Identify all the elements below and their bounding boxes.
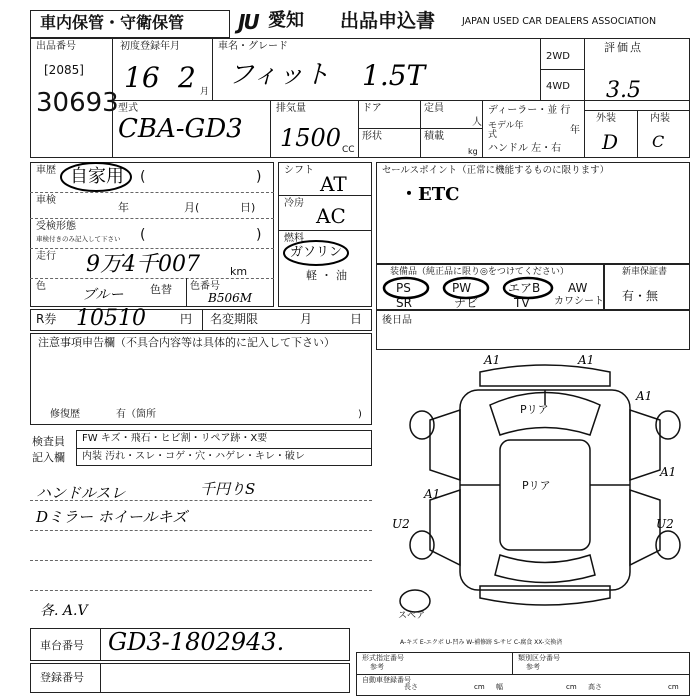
load-label: 積載 bbox=[424, 131, 444, 142]
sales-point-label: セールスポイント（正常に機能するものに限ります） bbox=[382, 165, 610, 176]
accept-label: 受検形態 bbox=[36, 221, 76, 232]
model-year-label: モデル年式 bbox=[488, 121, 524, 140]
diagram-label-a1-front-right: A1 bbox=[578, 353, 595, 367]
displacement-unit: CC bbox=[342, 145, 355, 155]
history-paren-close: ) bbox=[256, 169, 262, 185]
spare-label: スペア bbox=[398, 611, 426, 621]
plate-label: 登録番号 bbox=[40, 671, 84, 684]
model-year-unit: 年 bbox=[570, 125, 580, 136]
color-code-value: B506M bbox=[208, 291, 253, 305]
history-value: 自家用 bbox=[70, 166, 124, 187]
diagram-label-u2-left: U2 bbox=[392, 517, 410, 531]
footer-cm1: cm bbox=[474, 683, 485, 691]
car-name-label: 車名・グレード bbox=[218, 41, 288, 52]
equipment-tv: TV bbox=[514, 296, 530, 310]
footer-width: 幅 bbox=[496, 683, 503, 691]
footer-category: 類別区分番号 bbox=[518, 654, 560, 662]
later-items-label: 後日品 bbox=[382, 315, 412, 326]
history-circle bbox=[58, 160, 134, 194]
logo-region: 愛知 bbox=[268, 10, 304, 31]
capacity-unit: 人 bbox=[472, 117, 482, 128]
handle-label: ハンドル 左・右 bbox=[488, 143, 562, 154]
diagram-legend: A-キズ E-エクボ U-凹み W-補修跡 S-サビ C-腐食 XX-交換済 bbox=[400, 639, 563, 646]
interior-value: C bbox=[652, 132, 665, 151]
name-change-day: 日 bbox=[350, 312, 363, 326]
aircon-label: 冷房 bbox=[284, 198, 304, 209]
inspection-day-unit: 日) bbox=[240, 201, 256, 214]
equipment-sr: SR bbox=[396, 296, 412, 310]
registration-month-unit: 月 bbox=[200, 87, 210, 97]
shape-label: 形状 bbox=[362, 131, 382, 142]
model-value: CBA-GD3 bbox=[118, 114, 243, 144]
diagram-label-a1-right-mid: A1 bbox=[660, 465, 677, 479]
diagram-label-a1-right-top: A1 bbox=[636, 389, 653, 403]
equipment-navi: ナビ bbox=[454, 296, 479, 310]
inspector-row2: 内装 汚れ・スレ・コゲ・穴・ハゲレ・キレ・破レ bbox=[82, 451, 305, 462]
equipment-aw: AW bbox=[568, 281, 588, 295]
exterior-label: 外装 bbox=[596, 113, 616, 124]
chassis-value: GD3-1802943. bbox=[108, 628, 285, 656]
inspection-month-unit: 月( bbox=[184, 201, 200, 214]
notes-label: 注意事項申告欄（不具合内容等は具体的に記入して下さい） bbox=[38, 336, 335, 349]
score-value: 3.5 bbox=[606, 78, 641, 103]
sales-point-box bbox=[376, 162, 690, 264]
equipment-label: 装備品（純正品に限り◎をつけてください） bbox=[390, 267, 569, 277]
repair-value: 有（箇所 bbox=[116, 409, 156, 420]
inspector-row1: FW キズ・飛石・ヒビ割・リペア跡・X要 bbox=[82, 433, 268, 444]
footer-cm3: cm bbox=[668, 683, 679, 691]
footer-length: 長さ bbox=[404, 683, 418, 691]
shift-value: AT bbox=[320, 172, 347, 196]
diagram-label-a1-front-left: A1 bbox=[484, 353, 501, 367]
capacity-label: 定員 bbox=[424, 103, 444, 114]
load-unit: kg bbox=[468, 147, 478, 156]
shift-label: シフト bbox=[284, 165, 314, 176]
fuel-label: 燃料 bbox=[284, 233, 304, 244]
name-change-label: 名変期限 bbox=[210, 312, 259, 326]
door-label: ドア bbox=[362, 103, 382, 114]
recycle-value: 10510 bbox=[76, 306, 146, 331]
equipment-pw: PW bbox=[452, 281, 472, 295]
exterior-value: D bbox=[602, 130, 619, 154]
footer-ref2: 参考 bbox=[526, 663, 540, 671]
fuel-circle bbox=[282, 238, 352, 268]
score-label: 評価点 bbox=[604, 41, 643, 54]
fuel-light-oil: 軽・油 bbox=[306, 269, 351, 282]
diagram-label-a1-rear-left: A1 bbox=[424, 487, 441, 501]
drive-2wd: 2WD bbox=[546, 51, 570, 62]
car-grade-value: 1.5T bbox=[362, 59, 426, 92]
registration-year: 16 bbox=[124, 61, 160, 94]
accept-note: 車検付きのみ記入して下さい bbox=[36, 235, 121, 243]
inspection-year-unit: 年 bbox=[118, 201, 129, 214]
note-handle-wear: ハンドルスレ bbox=[36, 484, 126, 502]
registration-label: 初度登録年月 bbox=[120, 41, 180, 52]
mileage-label: 走行 bbox=[36, 251, 56, 262]
interior-label: 内装 bbox=[650, 113, 670, 124]
car-name-value: フィット bbox=[228, 60, 330, 90]
equipment-kawaseat: カワシート bbox=[554, 296, 604, 307]
sales-point-value: ・ETC bbox=[400, 184, 460, 205]
footer-cert: 自動車登録番号 bbox=[362, 676, 411, 684]
color-code-label: 色番号 bbox=[190, 281, 220, 292]
chassis-label: 車台番号 bbox=[40, 639, 84, 652]
lot-number: 30693 bbox=[36, 88, 119, 118]
repair-label: 修復歴 bbox=[50, 409, 80, 420]
form-title: 出品申込書 bbox=[340, 10, 436, 32]
repair-close: ) bbox=[358, 409, 362, 420]
equipment-airbag: エアB bbox=[508, 281, 541, 295]
recycle-unit: 円 bbox=[180, 312, 193, 326]
ju-logo-mark: JU bbox=[238, 10, 258, 34]
lot-bracket-number: [2085] bbox=[44, 63, 84, 77]
color-change-label: 色替 bbox=[150, 283, 172, 296]
mileage-unit: km bbox=[230, 265, 248, 278]
equipment-circles bbox=[380, 274, 560, 300]
later-items-box bbox=[376, 310, 690, 350]
name-change-month: 月 bbox=[300, 312, 313, 326]
storage-type: 車内保管・守衛保管 bbox=[40, 13, 185, 32]
lot-label: 出品番号 bbox=[36, 41, 76, 52]
drive-4wd: 4WD bbox=[546, 81, 570, 92]
footer-cm2: cm bbox=[566, 683, 577, 691]
diagram-label-u2-right: U2 bbox=[656, 517, 674, 531]
color-value: ブルー bbox=[82, 287, 124, 303]
note-second: 千円りS bbox=[200, 480, 256, 498]
note-mirror-wheel: Dミラー ホイールキズ bbox=[36, 508, 188, 526]
footer-type-designation: 形式指定番号 bbox=[362, 654, 404, 662]
accept-paren-close: ) bbox=[256, 227, 262, 243]
equipment-ps: PS bbox=[396, 281, 411, 295]
warranty-value: 有・無 bbox=[622, 289, 659, 303]
accept-paren-open: ( bbox=[140, 227, 146, 243]
model-label: 型式 bbox=[118, 103, 138, 114]
inspector-label-2: 記入欄 bbox=[32, 451, 65, 464]
fuel-value: ガソリン bbox=[290, 245, 343, 260]
history-label: 車歴 bbox=[36, 165, 56, 176]
warranty-label: 新車保証書 bbox=[622, 267, 668, 277]
note-av: 各. A.V bbox=[40, 603, 88, 619]
registration-month: 2 bbox=[178, 61, 196, 94]
diagram-panel-note-2: Pリア bbox=[522, 479, 551, 492]
footer-ref1: 参考 bbox=[370, 663, 384, 671]
inspection-label: 車検 bbox=[36, 195, 56, 206]
inspector-label-1: 検査員 bbox=[32, 435, 65, 448]
mileage-value: 9万4千007 bbox=[86, 252, 200, 277]
aircon-value: AC bbox=[316, 204, 346, 228]
color-label: 色 bbox=[36, 281, 46, 292]
association-name: JAPAN USED CAR DEALERS ASSOCIATION bbox=[462, 16, 657, 27]
dealer-parallel: ディーラー・並 行 bbox=[488, 105, 571, 116]
displacement-label: 排気量 bbox=[276, 103, 306, 114]
recycle-label: R券 bbox=[36, 312, 57, 326]
history-paren-open: ( bbox=[140, 169, 146, 185]
displacement-value: 1500 bbox=[280, 124, 342, 152]
footer-height: 高さ bbox=[588, 683, 602, 691]
diagram-panel-note-1: Pリア bbox=[520, 403, 549, 416]
